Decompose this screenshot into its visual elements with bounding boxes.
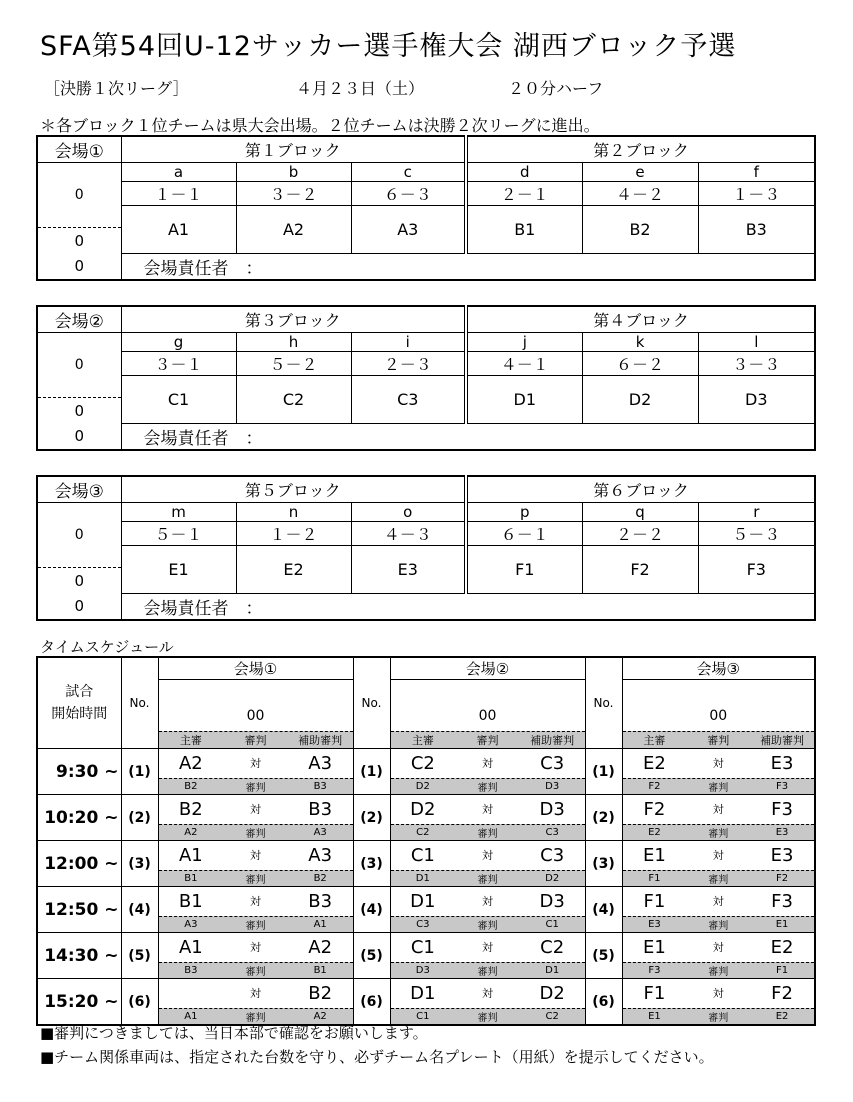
match-pairing: ４－３ xyxy=(351,522,466,546)
home-team: B1 xyxy=(178,890,203,912)
match-pairing: ３－２ xyxy=(236,182,351,206)
home-team: D1 xyxy=(410,982,436,1004)
match-pairing: ２－１ xyxy=(466,182,582,206)
start-time-header: 試合 開始時間 xyxy=(37,657,121,749)
home-team: A1 xyxy=(178,936,203,958)
start-time: 14:30 ~ xyxy=(37,933,121,979)
home-team xyxy=(159,979,224,1007)
footer-note-referee: ■審判につきましては、当日本部で確認をお願いします。 xyxy=(40,1024,428,1042)
home-team: C1 xyxy=(410,936,435,958)
game-cell xyxy=(391,887,585,932)
match-pairing: １－３ xyxy=(698,182,815,206)
match-pairing: ２－２ xyxy=(582,522,698,546)
referee: 審判 xyxy=(245,921,266,932)
game-number: (2) xyxy=(585,795,622,841)
match-pairing: １－２ xyxy=(236,522,351,546)
venue-table xyxy=(36,135,816,281)
game-number: (3) xyxy=(121,841,158,887)
venue-value: 0 xyxy=(37,333,121,398)
match-pairing: ６－３ xyxy=(351,182,466,206)
role-label: 補助審判 xyxy=(298,734,343,747)
home-team: E1 xyxy=(643,844,666,866)
versus-label: 対 xyxy=(712,987,724,1000)
referee: 審判 xyxy=(245,1013,266,1024)
game-cell xyxy=(159,933,353,978)
game-number: (3) xyxy=(353,841,390,887)
assistant-referee: F3 xyxy=(776,781,789,792)
schedule-row xyxy=(37,979,815,1026)
team-slot: C3 xyxy=(351,376,466,424)
match-pairing: ２－３ xyxy=(351,352,466,376)
game-cell xyxy=(623,887,815,932)
versus-label: 対 xyxy=(712,757,724,770)
main-referee: D3 xyxy=(415,965,430,976)
game-number: (4) xyxy=(585,887,622,933)
away-team: D3 xyxy=(539,798,565,820)
role-label: 補助審判 xyxy=(760,734,805,747)
referee: 審判 xyxy=(477,1013,498,1024)
referee: 審判 xyxy=(477,829,498,840)
referee: 審判 xyxy=(245,967,266,978)
main-referee: B1 xyxy=(184,873,198,884)
team-slot: B2 xyxy=(582,206,698,254)
referee: 審判 xyxy=(708,967,729,978)
game-cell xyxy=(159,749,353,794)
away-team: A2 xyxy=(308,936,333,958)
versus-label: 対 xyxy=(250,849,261,862)
assistant-referee: B1 xyxy=(313,965,327,976)
venue-label: 会場① xyxy=(37,136,121,163)
match-letter: e xyxy=(582,163,698,182)
match-letter: q xyxy=(582,503,698,522)
main-referee: E3 xyxy=(648,919,661,930)
away-team: B2 xyxy=(308,982,333,1004)
stage-label: ［決勝１次リーグ］ xyxy=(44,79,189,98)
game-cell xyxy=(159,887,353,932)
away-team: E3 xyxy=(770,844,794,866)
match-letter: a xyxy=(121,163,236,182)
away-team: F3 xyxy=(771,890,793,912)
main-referee: E1 xyxy=(648,1011,661,1022)
home-team: F1 xyxy=(643,982,666,1004)
game-number: (6) xyxy=(121,979,158,1026)
game-number: (4) xyxy=(353,887,390,933)
assistant-referee: C2 xyxy=(545,1011,559,1022)
assistant-referee: D1 xyxy=(545,965,560,976)
game-number: (4) xyxy=(121,887,158,933)
game-cell xyxy=(391,749,585,794)
match-letter: k xyxy=(582,333,698,352)
game-cell xyxy=(159,979,353,1024)
away-team: F3 xyxy=(771,798,793,820)
venue-label: 会場③ xyxy=(37,476,121,503)
block-header: 第５ブロック xyxy=(121,476,466,503)
away-team: F2 xyxy=(771,982,793,1004)
assistant-referee: F2 xyxy=(776,873,789,884)
game-cell xyxy=(623,749,815,794)
game-cell xyxy=(391,841,585,886)
match-letter: l xyxy=(698,333,815,352)
home-team: A2 xyxy=(178,752,203,774)
home-team: F2 xyxy=(643,798,666,820)
venue-value: 0 xyxy=(37,594,121,621)
game-number: (1) xyxy=(353,749,390,795)
away-team: B3 xyxy=(308,798,333,820)
match-letter: c xyxy=(351,163,466,182)
team-slot: F2 xyxy=(582,546,698,594)
game-number: (5) xyxy=(585,933,622,979)
referee: 審判 xyxy=(477,967,498,978)
venue-value: 0 xyxy=(37,503,121,568)
role-label: 主審 xyxy=(643,734,666,747)
main-referee: E2 xyxy=(648,827,661,838)
start-time: 15:20 ~ xyxy=(37,979,121,1026)
versus-label: 対 xyxy=(712,895,724,908)
block-header: 第４ブロック xyxy=(466,306,815,333)
venue-table xyxy=(36,305,816,451)
main-referee: D2 xyxy=(415,781,430,792)
venue-value: 0 xyxy=(37,228,121,254)
referee: 審判 xyxy=(708,829,729,840)
team-slot: A3 xyxy=(351,206,466,254)
match-letter: n xyxy=(236,503,351,522)
match-pairing: ６－２ xyxy=(582,352,698,376)
match-letter: f xyxy=(698,163,815,182)
match-pairing: ４－１ xyxy=(466,352,582,376)
schedule-venue-header: 会場② xyxy=(390,657,585,680)
assistant-referee: B2 xyxy=(313,873,327,884)
no-header: No. xyxy=(585,657,622,749)
match-letter: m xyxy=(121,503,236,522)
referee: 審判 xyxy=(708,921,729,932)
home-team: B2 xyxy=(178,798,203,820)
away-team: D2 xyxy=(539,982,565,1004)
referee: 審判 xyxy=(477,783,498,794)
versus-label: 対 xyxy=(482,849,493,862)
match-letter: b xyxy=(236,163,351,182)
role-label: 審判 xyxy=(244,734,267,747)
away-team: A3 xyxy=(308,752,333,774)
game-number: (2) xyxy=(121,795,158,841)
home-team: E1 xyxy=(643,936,666,958)
home-team: E2 xyxy=(643,752,666,774)
versus-label: 対 xyxy=(712,849,724,862)
away-team: C2 xyxy=(540,936,565,958)
match-pairing: ３－１ xyxy=(121,352,236,376)
schedule-caption: タイムスケジュール xyxy=(40,638,174,656)
match-pairing: ５－２ xyxy=(236,352,351,376)
referee: 審判 xyxy=(708,783,729,794)
game-number: (6) xyxy=(585,979,622,1026)
main-referee: B2 xyxy=(184,781,198,792)
match-letter: d xyxy=(466,163,582,182)
assistant-referee: E3 xyxy=(775,827,789,838)
referee: 審判 xyxy=(245,875,266,886)
game-number: (1) xyxy=(585,749,622,795)
versus-label: 対 xyxy=(712,941,724,954)
versus-label: 対 xyxy=(482,941,493,954)
versus-label: 対 xyxy=(250,987,261,1000)
game-cell xyxy=(623,841,815,886)
versus-label: 対 xyxy=(250,803,261,816)
game-cell xyxy=(623,795,815,840)
no-header: No. xyxy=(121,657,158,749)
main-referee: C3 xyxy=(416,919,430,930)
footer-note-vehicles: ■チーム関係車両は、指定された台数を守り、必ずチーム名プレート（用紙）を提示してください。 xyxy=(40,1048,714,1066)
team-slot: E3 xyxy=(351,546,466,594)
match-letter: p xyxy=(466,503,582,522)
team-slot: E1 xyxy=(121,546,236,594)
versus-label: 対 xyxy=(712,803,724,816)
referee: 審判 xyxy=(708,1013,729,1024)
main-referee: B3 xyxy=(184,965,198,976)
team-slot: C2 xyxy=(236,376,351,424)
match-pairing: ５－３ xyxy=(698,522,815,546)
away-team: C3 xyxy=(540,752,565,774)
team-slot: D3 xyxy=(698,376,815,424)
assistant-referee: E2 xyxy=(775,1011,789,1022)
team-slot: D1 xyxy=(466,376,582,424)
main-referee: F3 xyxy=(648,965,661,976)
referee: 審判 xyxy=(477,921,498,932)
no-header: No. xyxy=(353,657,390,749)
home-team: C1 xyxy=(410,844,435,866)
block-header: 第６ブロック xyxy=(466,476,815,503)
referee: 審判 xyxy=(245,829,266,840)
match-letter: i xyxy=(351,333,466,352)
assistant-referee: A2 xyxy=(313,1011,327,1022)
home-team: D2 xyxy=(410,798,436,820)
venue-value: 00 xyxy=(709,708,728,724)
versus-label: 対 xyxy=(250,895,261,908)
game-number: (5) xyxy=(121,933,158,979)
game-cell xyxy=(391,979,585,1024)
home-team: C2 xyxy=(410,752,435,774)
away-team: B3 xyxy=(308,890,333,912)
versus-label: 対 xyxy=(482,757,493,770)
versus-label: 対 xyxy=(250,941,261,954)
team-slot: A2 xyxy=(236,206,351,254)
home-team: A1 xyxy=(178,844,203,866)
venue-value: 0 xyxy=(37,163,121,228)
main-referee: A1 xyxy=(184,1011,198,1022)
main-referee: F2 xyxy=(648,781,661,792)
team-slot: E2 xyxy=(236,546,351,594)
away-team: A3 xyxy=(308,844,333,866)
role-label: 主審 xyxy=(411,734,434,747)
game-cell xyxy=(623,933,815,978)
match-date: ４月２３日（土） xyxy=(296,79,425,98)
team-slot: F3 xyxy=(698,546,815,594)
start-time: 12:50 ~ xyxy=(37,887,121,933)
schedule-venue-header: 会場③ xyxy=(622,657,815,680)
match-format: ２０分ハーフ xyxy=(508,79,604,98)
assistant-referee: B3 xyxy=(313,781,327,792)
referee: 審判 xyxy=(708,875,729,886)
match-pairing: ５－１ xyxy=(121,522,236,546)
role-label: 審判 xyxy=(707,734,730,747)
game-cell xyxy=(159,841,353,886)
away-team: D3 xyxy=(539,890,565,912)
match-pairing: ６－１ xyxy=(466,522,582,546)
game-number: (1) xyxy=(121,749,158,795)
match-letter: j xyxy=(466,333,582,352)
assistant-referee: F1 xyxy=(776,965,789,976)
team-slot: B1 xyxy=(466,206,582,254)
block-header: 第１ブロック xyxy=(121,136,466,163)
team-slot: C1 xyxy=(121,376,236,424)
main-referee: A2 xyxy=(184,827,198,838)
venue-manager: 会場責任者 ： xyxy=(121,424,815,451)
match-letter: o xyxy=(351,503,466,522)
venue-manager: 会場責任者 ： xyxy=(121,594,815,621)
start-time: 10:20 ~ xyxy=(37,795,121,841)
main-referee: A3 xyxy=(184,919,198,930)
game-number: (3) xyxy=(585,841,622,887)
team-slot: D2 xyxy=(582,376,698,424)
assistant-referee: D3 xyxy=(545,781,560,792)
venue-manager: 会場責任者 ： xyxy=(121,254,815,281)
home-team: F1 xyxy=(643,890,666,912)
versus-label: 対 xyxy=(482,803,493,816)
away-team: E3 xyxy=(770,752,794,774)
match-pairing: １－１ xyxy=(121,182,236,206)
page-title: SFA第54回U-12サッカー選手権大会 湖西ブロック予選 xyxy=(40,31,737,62)
assistant-referee: E1 xyxy=(775,919,789,930)
team-slot: F1 xyxy=(466,546,582,594)
versus-label: 対 xyxy=(250,757,261,770)
match-letter: g xyxy=(121,333,236,352)
versus-label: 対 xyxy=(482,987,493,1000)
game-number: (2) xyxy=(353,795,390,841)
referee: 審判 xyxy=(477,875,498,886)
schedule-row xyxy=(37,933,815,979)
advancement-note: ＊各ブロック１位チームは県大会出場。２位チームは決勝２次リーグに進出。 xyxy=(40,116,600,135)
venue-table xyxy=(36,475,816,621)
match-pairing: ３－３ xyxy=(698,352,815,376)
assistant-referee: D2 xyxy=(545,873,560,884)
venue-value: 00 xyxy=(246,708,265,724)
match-letter: h xyxy=(236,333,351,352)
game-cell xyxy=(623,979,815,1024)
venue-value: 0 xyxy=(37,424,121,451)
venue-value: 0 xyxy=(37,398,121,424)
main-referee: C1 xyxy=(416,1011,430,1022)
schedule-row xyxy=(37,795,815,841)
main-referee: F1 xyxy=(648,873,661,884)
game-cell xyxy=(391,795,585,840)
venue-label: 会場② xyxy=(37,306,121,333)
schedule-row xyxy=(37,749,815,795)
block-header: 第２ブロック xyxy=(466,136,815,163)
role-label: 審判 xyxy=(476,734,499,747)
start-time: 12:00 ~ xyxy=(37,841,121,887)
block-header: 第３ブロック xyxy=(121,306,466,333)
away-team: C3 xyxy=(540,844,565,866)
schedule-row xyxy=(37,841,815,887)
venue-value: 0 xyxy=(37,254,121,281)
main-referee: C2 xyxy=(416,827,430,838)
assistant-referee: C3 xyxy=(545,827,559,838)
game-cell xyxy=(159,795,353,840)
game-number: (6) xyxy=(353,979,390,1026)
start-time: 9:30 ~ xyxy=(37,749,121,795)
assistant-referee: A1 xyxy=(313,919,327,930)
match-pairing: ４－２ xyxy=(582,182,698,206)
home-team: D1 xyxy=(410,890,436,912)
versus-label: 対 xyxy=(482,895,493,908)
venue-value: 00 xyxy=(478,708,497,724)
venue-value: 0 xyxy=(37,568,121,594)
game-cell xyxy=(391,933,585,978)
schedule-venue-header: 会場① xyxy=(158,657,353,680)
away-team: E2 xyxy=(770,936,794,958)
team-slot: A1 xyxy=(121,206,236,254)
assistant-referee: C1 xyxy=(545,919,559,930)
assistant-referee: A3 xyxy=(313,827,327,838)
match-letter: r xyxy=(698,503,815,522)
game-number: (5) xyxy=(353,933,390,979)
schedule-row xyxy=(37,887,815,933)
team-slot: B3 xyxy=(698,206,815,254)
main-referee: D1 xyxy=(415,873,430,884)
referee: 審判 xyxy=(245,783,266,794)
role-label: 補助審判 xyxy=(530,734,575,747)
role-label: 主審 xyxy=(179,734,202,747)
schedule-table xyxy=(36,656,816,1026)
